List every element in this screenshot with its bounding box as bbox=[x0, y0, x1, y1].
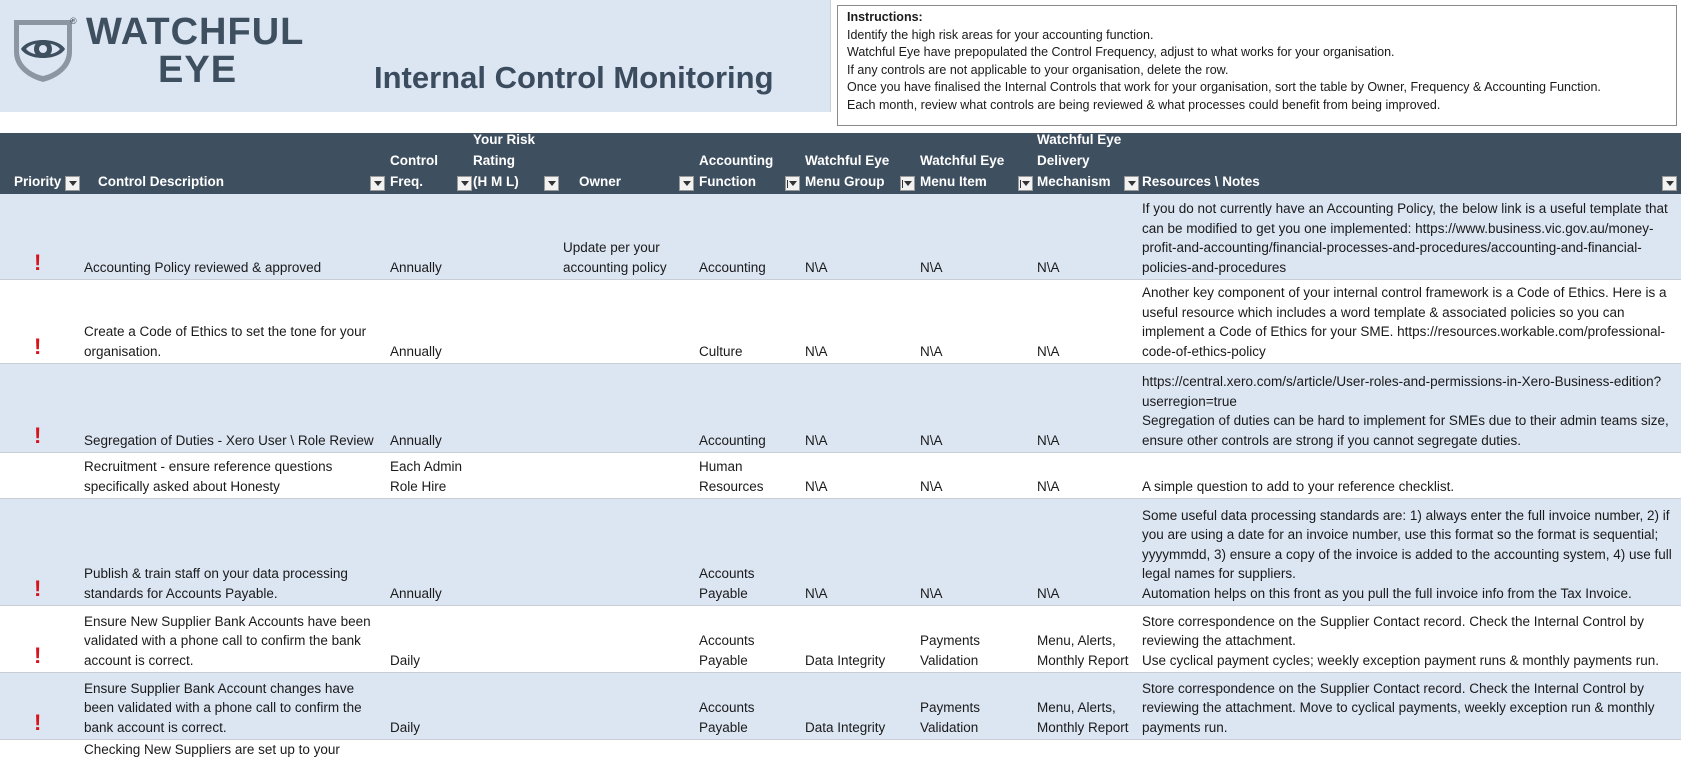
control-frequency: Annually bbox=[390, 343, 442, 359]
table-header bbox=[0, 133, 1681, 194]
menu-group: N\A bbox=[805, 343, 828, 359]
delivery-mechanism: Menu, Alerts, Monthly Report bbox=[1037, 633, 1129, 668]
control-description: Checking New Suppliers are set up to your bbox=[84, 742, 340, 757]
menu-group: Data Integrity bbox=[805, 652, 886, 668]
table-row[interactable] bbox=[0, 364, 1681, 453]
menu-item: N\A bbox=[920, 432, 943, 448]
control-frequency: Annually bbox=[390, 585, 442, 601]
delivery-mechanism: N\A bbox=[1037, 343, 1060, 359]
control-frequency: Daily bbox=[390, 719, 421, 735]
filter-dropdown-icon[interactable] bbox=[457, 176, 472, 191]
header-mech-line1: Watchful Eye bbox=[1037, 132, 1122, 147]
menu-item: Payments Validation bbox=[920, 700, 981, 735]
sort-filter-icon[interactable] bbox=[900, 176, 915, 191]
priority-flag-icon: ! bbox=[34, 250, 42, 275]
menu-item: N\A bbox=[920, 478, 943, 494]
menu-group: N\A bbox=[805, 432, 828, 448]
header-risk-line2: Rating bbox=[473, 153, 515, 168]
control-frequency: Annually bbox=[390, 259, 442, 275]
header-function-line2: Function bbox=[699, 174, 756, 189]
menu-group: N\A bbox=[805, 478, 828, 494]
eye-shield-icon bbox=[8, 14, 78, 84]
instruction-line: Watchful Eye have prepopulated the Control Frequency, adjust to what works for your organisation. bbox=[847, 45, 1395, 60]
priority-flag-icon: ! bbox=[34, 423, 42, 448]
table-row[interactable] bbox=[0, 453, 1681, 499]
filter-dropdown-icon[interactable] bbox=[65, 176, 80, 191]
filter-dropdown-icon[interactable] bbox=[679, 176, 694, 191]
table-row[interactable] bbox=[0, 194, 1681, 280]
page-title: Internal Control Monitoring bbox=[374, 60, 774, 95]
priority-flag-icon: ! bbox=[34, 710, 42, 735]
header-owner: Owner bbox=[579, 174, 622, 189]
table-row[interactable] bbox=[0, 499, 1681, 606]
resources-notes: Another key component of your internal control framework is a Code of Ethics. Here is a useful resource which includes a word template & associated policies so you can implement a Code of Ethics for your SME. https://resources.workable.com/professional-code-of-ethics-policy bbox=[1142, 285, 1667, 359]
filter-dropdown-icon[interactable] bbox=[370, 176, 385, 191]
instructions-box bbox=[837, 5, 1677, 126]
resources-notes: Store correspondence on the Supplier Contact record. Check the Internal Control by reviewing the attachment. Use cyclical payment cycles; weekly exception payment runs & monthly payments run. bbox=[1142, 613, 1659, 668]
accounting-function: Accounting bbox=[699, 432, 766, 448]
control-description: Ensure New Supplier Bank Accounts have been validated with a phone call to confirm the bank account is correct. bbox=[84, 613, 371, 668]
delivery-mechanism: N\A bbox=[1037, 585, 1060, 601]
table-row[interactable] bbox=[0, 606, 1681, 673]
menu-item: N\A bbox=[920, 585, 943, 601]
resources-notes: A simple question to add to your reference checklist. bbox=[1142, 478, 1455, 494]
control-description: Ensure Supplier Bank Account changes have been validated with a phone call to confirm the bank account is correct. bbox=[84, 680, 362, 735]
header-risk-line3: (H M L) bbox=[473, 174, 519, 189]
menu-group: Data Integrity bbox=[805, 719, 886, 735]
table-row[interactable] bbox=[0, 740, 1681, 758]
header-item-line2: Menu Item bbox=[920, 174, 987, 189]
menu-group: N\A bbox=[805, 259, 828, 275]
header-risk-line1: Your Risk bbox=[473, 132, 536, 147]
control-description: Recruitment - ensure reference questions specifically asked about Honesty bbox=[84, 459, 333, 494]
delivery-mechanism: Menu, Alerts, Monthly Report bbox=[1037, 700, 1129, 735]
control-frequency: Each Admin Role Hire bbox=[390, 459, 463, 494]
menu-item: N\A bbox=[920, 343, 943, 359]
header-mech-line2: Delivery bbox=[1037, 153, 1090, 168]
sort-filter-icon[interactable] bbox=[785, 176, 800, 191]
control-description: Publish & train staff on your data processing standards for Accounts Payable. bbox=[84, 566, 348, 601]
header-mech-line3: Mechanism bbox=[1037, 174, 1111, 189]
registered-mark: ® bbox=[70, 16, 77, 26]
resources-notes: If you do not currently have an Accounting Policy, the below link is a useful template that can be modified to get you one implemented: https://www.business.vic.gov.au/money-profit-and-accounting/financial-processes-and-procedures/accounting-and-financial-policies-and-procedures bbox=[1142, 201, 1668, 275]
accounting-function: Accounts Payable bbox=[699, 633, 755, 668]
instructions-heading: Instructions: bbox=[847, 10, 923, 24]
header-priority: Priority bbox=[14, 174, 62, 189]
table-row[interactable] bbox=[0, 280, 1681, 364]
filter-dropdown-icon[interactable] bbox=[1124, 176, 1139, 191]
header-freq-line2: Freq. bbox=[390, 174, 424, 189]
resources-notes: Some useful data processing standards are: 1) always enter the full invoice number, 2) if you are using a date for an invoice number, use this format so the format is sequential; yyyymmdd, 3) ensure a copy of the invoice is added to the accounting system, 4) use full legal names for suppliers. Automation helps on this front as you pull the full invoice info from the Tax Invoice. bbox=[1142, 507, 1672, 601]
control-description: Segregation of Duties - Xero User \ Role Review bbox=[84, 432, 374, 448]
resources-notes: https://central.xero.com/s/article/User-roles-and-permissions-in-Xero-Business-edition?userregion=true Segregation of duties can be hard to implement for SMEs due to their admin teams size, ensure other controls are strong if you cannot segregate duties. bbox=[1142, 374, 1669, 448]
menu-group: N\A bbox=[805, 585, 828, 601]
control-description: Accounting Policy reviewed & approved bbox=[84, 259, 322, 275]
priority-flag-icon: ! bbox=[34, 576, 42, 601]
menu-item: Payments Validation bbox=[920, 633, 981, 668]
delivery-mechanism: N\A bbox=[1037, 259, 1060, 275]
header-item-line1: Watchful Eye bbox=[920, 153, 1005, 168]
header-function-line1: Accounting bbox=[699, 153, 774, 168]
accounting-function: Accounting bbox=[699, 259, 766, 275]
instruction-line: If any controls are not applicable to your organisation, delete the row. bbox=[847, 62, 1229, 77]
menu-item: N\A bbox=[920, 259, 943, 275]
instruction-line: Each month, review what controls are being reviewed & what processes could benefit from being improved. bbox=[847, 97, 1441, 112]
delivery-mechanism: N\A bbox=[1037, 432, 1060, 448]
control-frequency: Annually bbox=[390, 432, 442, 448]
brand-line-2: EYE bbox=[158, 49, 238, 91]
control-description: Create a Code of Ethics to set the tone for your organisation. bbox=[84, 324, 367, 359]
header-freq-line1: Control bbox=[390, 153, 438, 168]
priority-flag-icon: ! bbox=[34, 643, 42, 668]
header-group-line2: Menu Group bbox=[805, 174, 885, 189]
banner bbox=[0, 0, 831, 112]
owner: Update per your accounting policy bbox=[563, 240, 667, 275]
accounting-function: Accounts Payable bbox=[699, 566, 755, 601]
filter-dropdown-icon[interactable] bbox=[544, 176, 559, 191]
control-frequency: Daily bbox=[390, 652, 421, 668]
header-group-line1: Watchful Eye bbox=[805, 153, 890, 168]
filter-dropdown-icon[interactable] bbox=[1662, 176, 1677, 191]
accounting-function: Human Resources bbox=[699, 459, 764, 494]
brand-line-1: WATCHFUL bbox=[86, 11, 305, 53]
delivery-mechanism: N\A bbox=[1037, 478, 1060, 494]
sort-filter-icon[interactable] bbox=[1018, 176, 1033, 191]
header-description: Control Description bbox=[98, 174, 225, 189]
header-resources: Resources \ Notes bbox=[1142, 174, 1260, 189]
table-row[interactable] bbox=[0, 673, 1681, 740]
instruction-line: Identify the high risk areas for your accounting function. bbox=[847, 27, 1154, 42]
priority-flag-icon: ! bbox=[34, 334, 42, 359]
instruction-line: Once you have finalised the Internal Controls that work for your organisation, sort the table by Owner, Frequency & Accounting Function. bbox=[847, 80, 1601, 95]
accounting-function: Culture bbox=[699, 343, 743, 359]
resources-notes: Store correspondence on the Supplier Contact record. Check the Internal Control by reviewing the attachment. Move to cyclical payments, weekly exception run & monthly payments run. bbox=[1142, 680, 1655, 735]
accounting-function: Accounts Payable bbox=[699, 700, 755, 735]
